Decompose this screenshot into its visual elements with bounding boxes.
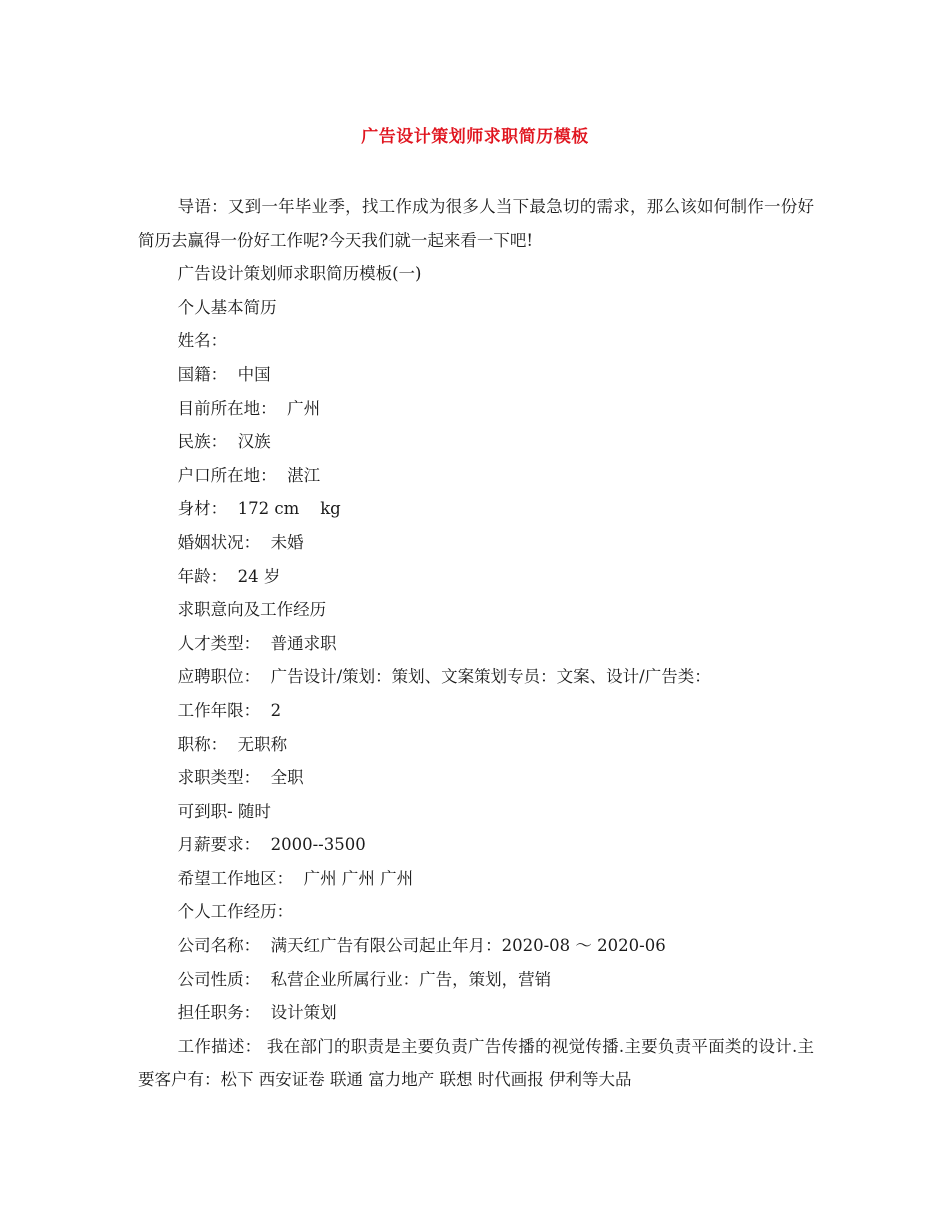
line-intention-heading: 求职意向及工作经历 [177,600,327,620]
line-work-history-heading: 个人工作经历： [177,902,294,922]
line-hukou: 户口所在地： 湛江 [177,465,321,485]
document-body [138,190,814,1097]
line-years-experience: 工作年限： 2 [177,700,282,720]
line-marital-status: 婚姻状况： 未婚 [177,532,304,552]
line-age: 年龄： 24 岁 [177,566,281,586]
line-resume-heading: 广告设计策划师求职简历模板(一) [177,264,422,284]
line-nationality: 国籍： 中国 [177,364,271,384]
line-company-type: 公司性质： 私营企业所属行业：广告，策划，营销 [177,969,552,989]
line-current-location: 目前所在地： 广州 [177,398,321,418]
line-job-title: 职称： 无职称 [177,734,288,754]
line-basic-info-heading: 个人基本简历 [177,297,277,317]
line-availability: 可到职- 随时 [177,801,271,821]
intro-paragraph: 导语：又到一年毕业季，找工作成为很多人当下最急切的需求，那么该如何制作一份好简历去赢得一份好工作呢?今天我们就一起来看一下吧! [138,197,814,250]
line-job-type: 求职类型： 全职 [177,768,304,788]
line-position-held: 担任职务： 设计策划 [177,1003,337,1023]
line-preferred-region: 希望工作地区： 广州 广州 广州 [177,868,414,888]
line-height-weight: 身材： 172 cm kg [177,499,341,519]
line-salary: 月薪要求： 2000--3500 [177,835,366,855]
line-ethnicity: 民族： 汉族 [177,432,271,452]
work-description-paragraph: 工作描述： 我在部门的职责是主要负责广告传播的视觉传播.主要负责平面类的设计.主要客户有：松下 西安证卷 联通 富力地产 联想 时代画报 伊利等大品 [138,1036,814,1090]
line-company-name: 公司名称： 满天红广告有限公司起止年月：2020-08 ～ 2020-06 [177,936,666,956]
document-title: 广告设计策划师求职简历模板 [361,127,589,147]
line-applied-position: 应聘职位： 广告设计/策划：策划、文案策划专员：文案、设计/广告类： [177,667,711,687]
line-talent-type: 人才类型： 普通求职 [177,633,337,653]
line-name: 姓名： [177,331,228,351]
